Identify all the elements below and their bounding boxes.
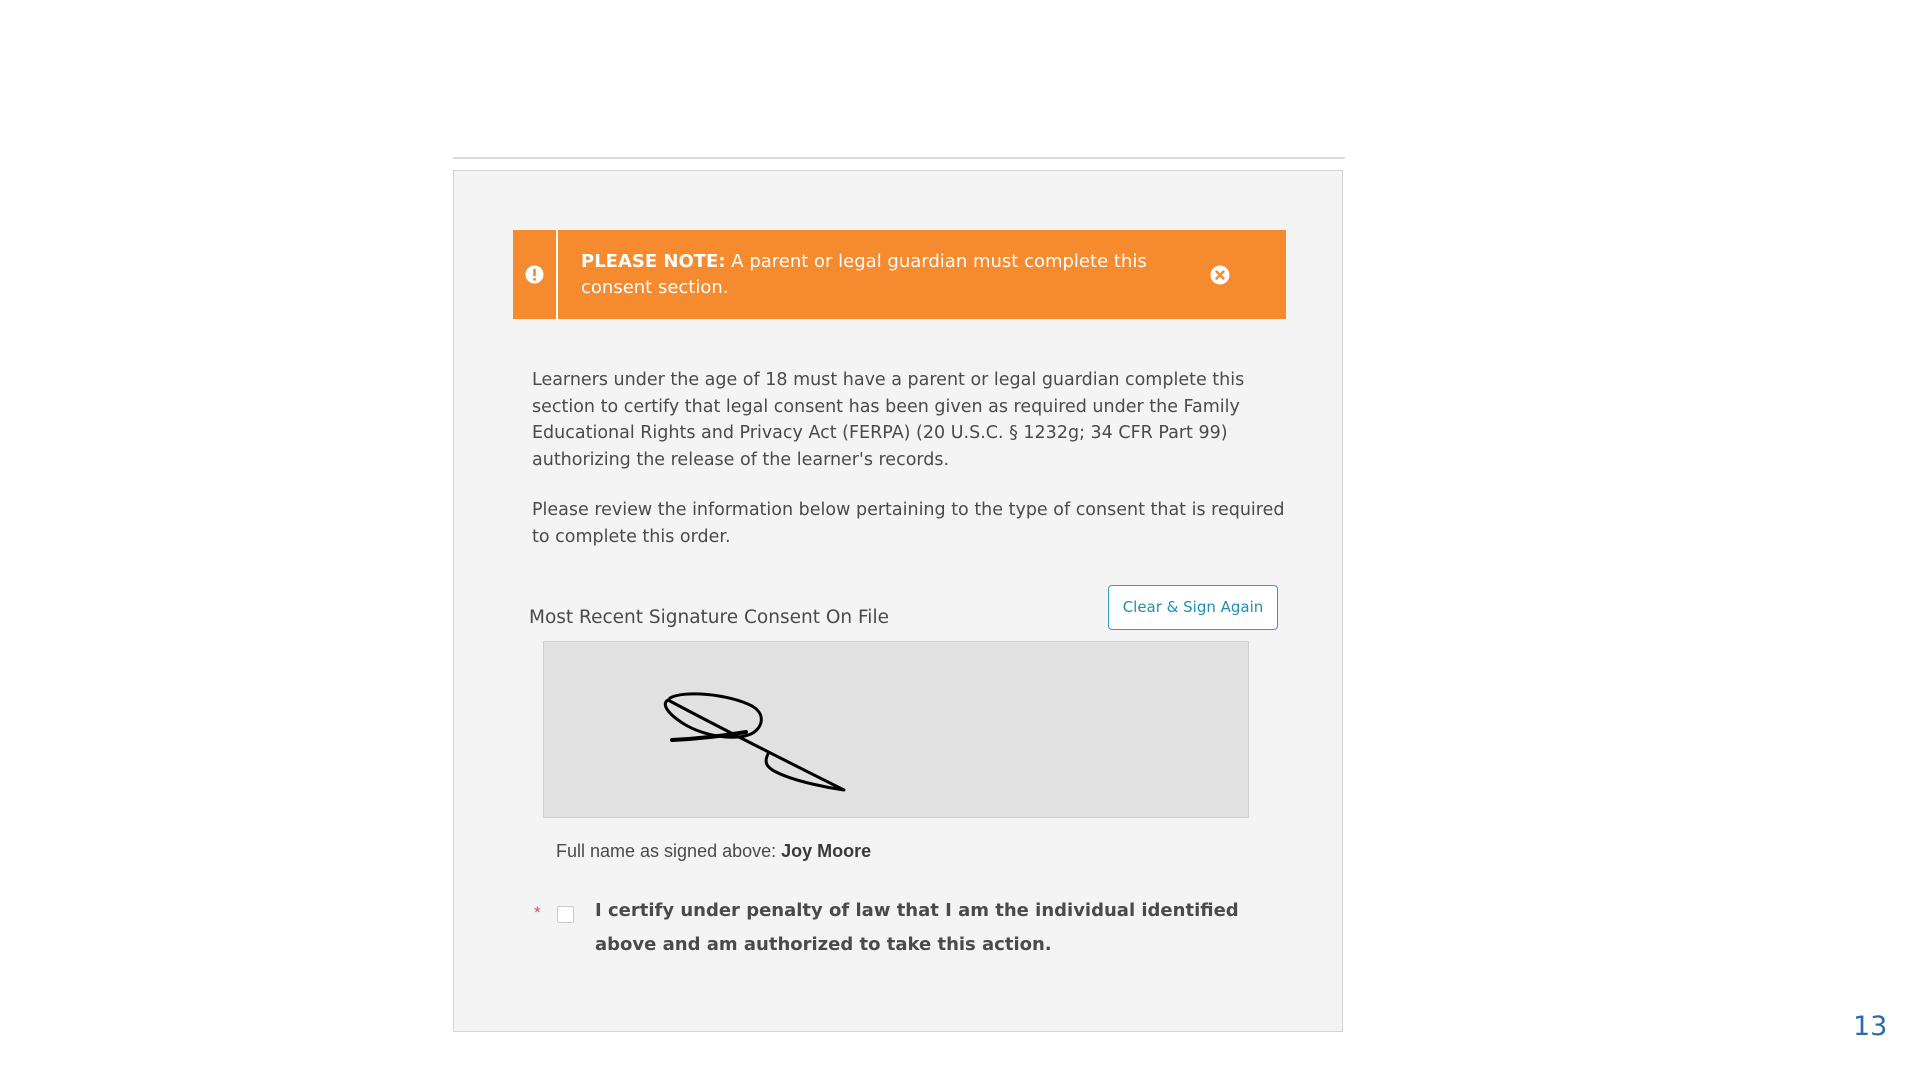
signature-label: Most Recent Signature Consent On File [529, 607, 889, 628]
clear-sign-again-button[interactable]: Clear & Sign Again [1108, 585, 1278, 630]
parental-consent-alert [513, 230, 1286, 319]
top-divider [453, 157, 1345, 159]
close-circle-icon[interactable] [1210, 265, 1230, 285]
alert-label: PLEASE NOTE: [581, 251, 726, 272]
fullname-value: Joy Moore [781, 841, 872, 861]
certify-statement[interactable]: I certify under penalty of law that I am the individual identified above and am authorized to take this action. [595, 900, 1239, 955]
signature-pad[interactable] [543, 641, 1249, 818]
fullname-prefix: Full name as signed above: [556, 841, 782, 861]
ferpa-explanation: Learners under the age of 18 must have a parent or legal guardian complete this section to certify that legal consent has been given as required under the Family Educational Rights and Privacy Act (FERPA) (20 U.S.C. § 1232g; 34 CFR Part 99) authorizing the release of the learner's records. [532, 370, 1245, 470]
page-number: 13 [1853, 1011, 1888, 1042]
signature-image [544, 642, 1250, 819]
review-instruction: Please review the information below pertaining to the type of consent that is required to complete this order. [532, 500, 1285, 547]
signed-full-name [556, 841, 871, 862]
consent-panel [453, 170, 1343, 1032]
alert-message [581, 249, 1201, 301]
exclamation-circle-icon [525, 265, 544, 284]
alert-icon-container [513, 230, 558, 319]
certify-checkbox[interactable] [557, 906, 574, 923]
required-asterisk: * [534, 903, 541, 922]
alert-body: A parent or legal guardian must complete this consent section. [581, 251, 1147, 298]
